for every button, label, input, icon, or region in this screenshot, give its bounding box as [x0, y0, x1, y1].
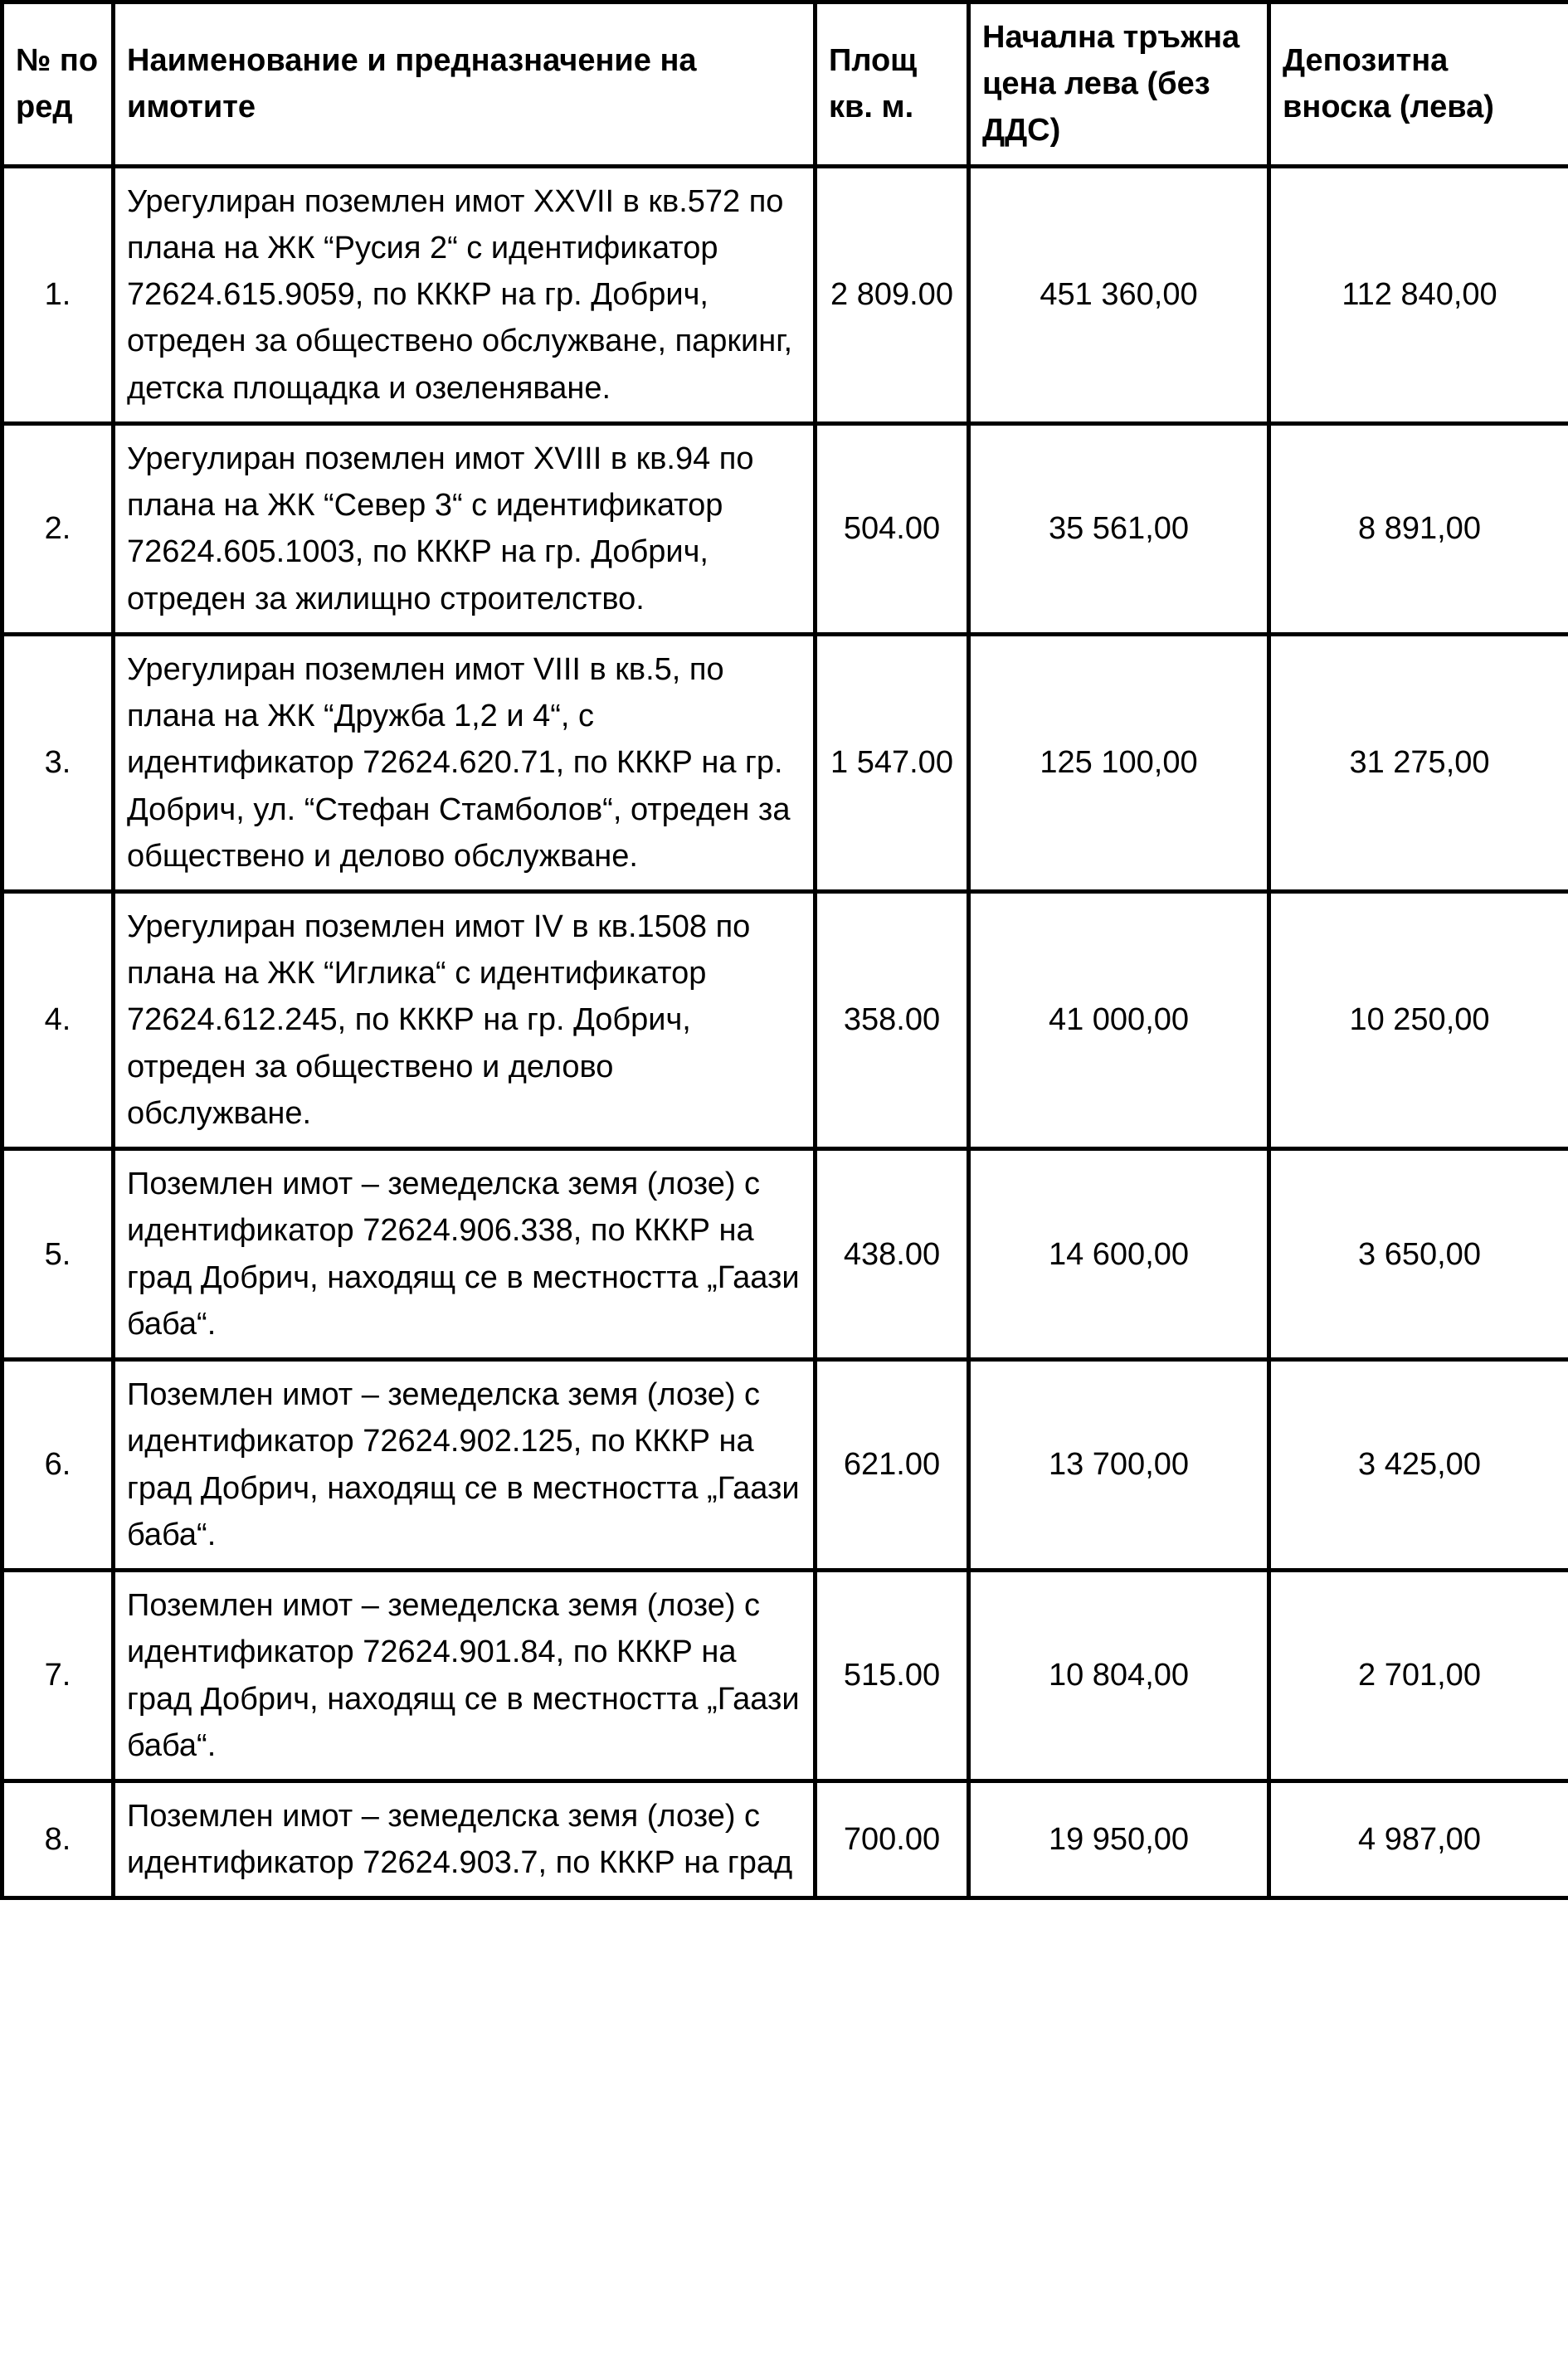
cell-description: Урегулиран поземлен имот XXVII в кв.572 по плана на ЖК “Русия 2“ с идентификатор 72624.615.9059, по КККР на гр. Добрич, отреден за обществено обслужване, паркинг, детска площадка и озеленяване. [114, 166, 816, 423]
cell-price: 125 100,00 [969, 634, 1269, 891]
cell-deposit: 2 701,00 [1269, 1571, 1568, 1781]
col-header-name: Наименование и предназначение на имотите [114, 2, 816, 167]
cell-price: 41 000,00 [969, 891, 1269, 1148]
cell-price: 13 700,00 [969, 1360, 1269, 1571]
cell-deposit: 10 250,00 [1269, 891, 1568, 1148]
cell-area: 700.00 [816, 1781, 969, 1898]
cell-description: Урегулиран поземлен имот VIII в кв.5, по плана на ЖК “Дружба 1,2 и 4“, с идентификатор 72624.620.71, по КККР на гр. Добрич, ул. “Стефан Стамболов“, отреден за обществено и делово обслужване. [114, 634, 816, 891]
col-header-area: Площ кв. м. [816, 2, 969, 167]
cell-price: 10 804,00 [969, 1571, 1269, 1781]
cell-deposit: 31 275,00 [1269, 634, 1568, 891]
table-row [2, 634, 1568, 891]
cell-price: 14 600,00 [969, 1149, 1269, 1360]
table-row [2, 1360, 1568, 1571]
cell-deposit: 8 891,00 [1269, 423, 1568, 634]
cell-description: Урегулиран поземлен имот IV в кв.1508 по плана на ЖК “Иглика“ с идентификатор 72624.612.245, по КККР на гр. Добрич, отреден за обществено и делово обслужване. [114, 891, 816, 1148]
cell-description: Поземлен имот – земеделска земя (лозе) с идентификатор 72624.902.125, по КККР на град Добрич, находящ се в местността „Гаази баба“. [114, 1360, 816, 1571]
cell-area: 438.00 [816, 1149, 969, 1360]
cell-area: 504.00 [816, 423, 969, 634]
cell-price: 451 360,00 [969, 166, 1269, 423]
cell-num: 5. [2, 1149, 114, 1360]
cell-area: 2 809.00 [816, 166, 969, 423]
table-row [2, 1149, 1568, 1360]
table-row [2, 423, 1568, 634]
cell-area: 621.00 [816, 1360, 969, 1571]
cell-deposit: 3 425,00 [1269, 1360, 1568, 1571]
cell-description: Урегулиран поземлен имот XVIII в кв.94 по плана на ЖК “Север 3“ с идентификатор 72624.605.1003, по КККР на гр. Добрич, отреден за жилищно строителство. [114, 423, 816, 634]
col-header-price: Начална тръжна цена лева (без ДДС) [969, 2, 1269, 167]
cell-description: Поземлен имот – земеделска земя (лозе) с идентификатор 72624.901.84, по КККР на град Добрич, находящ се в местността „Гаази баба“. [114, 1571, 816, 1781]
cell-num: 4. [2, 891, 114, 1148]
cell-price: 35 561,00 [969, 423, 1269, 634]
cell-deposit: 112 840,00 [1269, 166, 1568, 423]
col-header-num: № по ред [2, 2, 114, 167]
header-row [2, 2, 1568, 167]
cell-description: Поземлен имот – земеделска земя (лозе) с идентификатор 72624.903.7, по КККР на град [114, 1781, 816, 1898]
cell-deposit: 4 987,00 [1269, 1781, 1568, 1898]
cell-description: Поземлен имот – земеделска земя (лозе) с идентификатор 72624.906.338, по КККР на град Добрич, находящ се в местността „Гаази баба“. [114, 1149, 816, 1360]
cell-num: 3. [2, 634, 114, 891]
table-row [2, 1781, 1568, 1898]
cell-price: 19 950,00 [969, 1781, 1269, 1898]
cell-num: 6. [2, 1360, 114, 1571]
cell-area: 358.00 [816, 891, 969, 1148]
table-row [2, 891, 1568, 1148]
cell-num: 2. [2, 423, 114, 634]
cell-num: 7. [2, 1571, 114, 1781]
cell-area: 515.00 [816, 1571, 969, 1781]
cell-area: 1 547.00 [816, 634, 969, 891]
cell-num: 8. [2, 1781, 114, 1898]
col-header-deposit: Депозитна вноска (лева) [1269, 2, 1568, 167]
cell-num: 1. [2, 166, 114, 423]
table-row [2, 166, 1568, 423]
cell-deposit: 3 650,00 [1269, 1149, 1568, 1360]
table-row [2, 1571, 1568, 1781]
